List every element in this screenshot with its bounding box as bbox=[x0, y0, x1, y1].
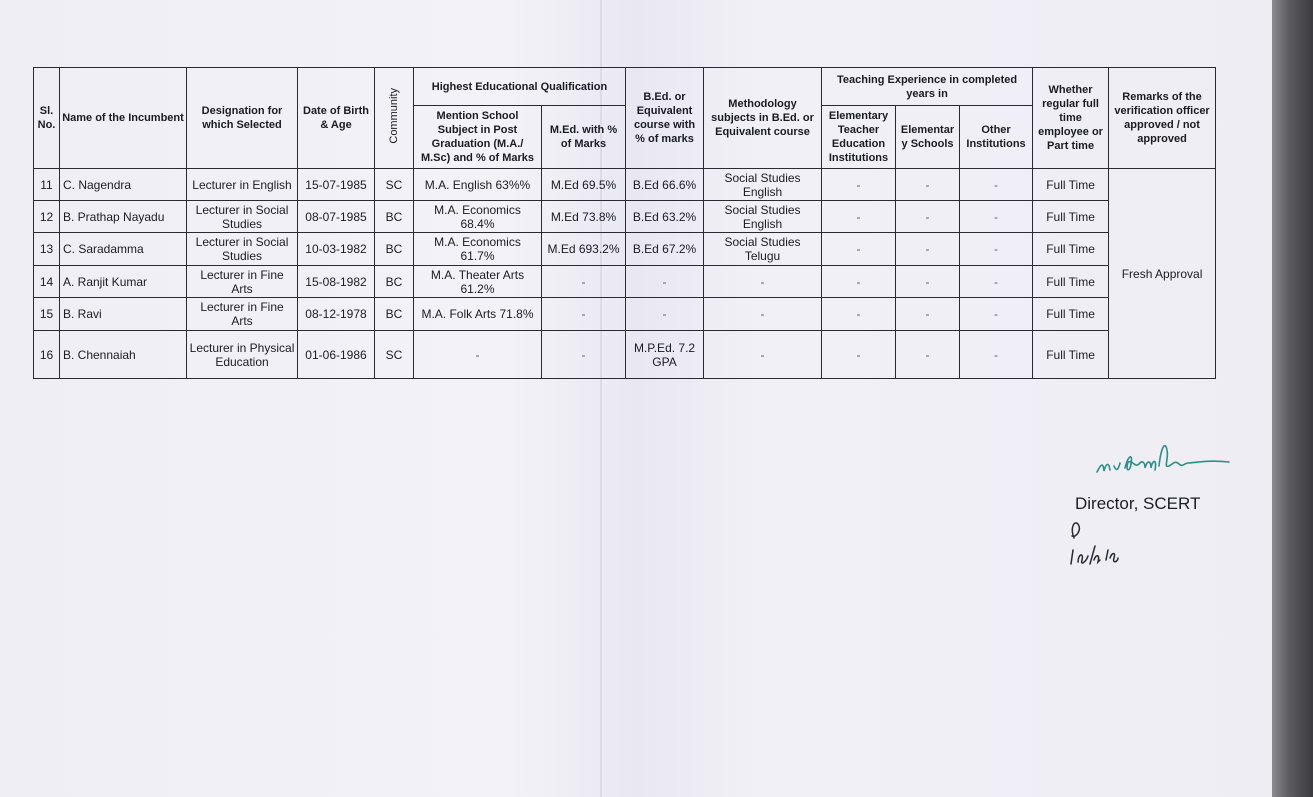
methodology: Social Studies Telugu bbox=[704, 233, 822, 266]
header-bed: B.Ed. or Equivalent course with % of marks bbox=[626, 68, 704, 169]
regular-status: Full Time bbox=[1033, 201, 1109, 233]
initial-and-date-mark bbox=[1062, 516, 1122, 568]
header-methodology: Methodology subjects in B.Ed. or Equivalent course bbox=[704, 68, 822, 169]
regular-status: Full Time bbox=[1033, 266, 1109, 298]
header-highest-qualification: Highest Educational Qualification bbox=[414, 68, 626, 106]
exp-other-inst: - bbox=[960, 233, 1033, 266]
header-remarks: Remarks of the verification officer approved / not approved bbox=[1109, 68, 1216, 169]
exp-teacher-edu: - bbox=[822, 266, 896, 298]
exp-other-inst: - bbox=[960, 298, 1033, 331]
incumbent-name: A. Ranjit Kumar bbox=[60, 266, 187, 298]
med-marks: M.Ed 73.8% bbox=[542, 201, 626, 233]
methodology: Social Studies English bbox=[704, 169, 822, 201]
methodology: Social Studies English bbox=[704, 201, 822, 233]
methodology: - bbox=[704, 266, 822, 298]
sl-no: 16 bbox=[34, 331, 60, 379]
bed-marks: B.Ed 67.2% bbox=[626, 233, 704, 266]
pg-qualification: - bbox=[414, 331, 542, 379]
exp-teacher-edu: - bbox=[822, 233, 896, 266]
methodology: - bbox=[704, 331, 822, 379]
exp-teacher-edu: - bbox=[822, 201, 896, 233]
community: SC bbox=[375, 331, 414, 379]
bed-marks: B.Ed 63.2% bbox=[626, 201, 704, 233]
header-med: M.Ed. with % of Marks bbox=[542, 106, 626, 169]
bed-marks: - bbox=[626, 298, 704, 331]
header-designation: Designation for which Selected bbox=[187, 68, 298, 169]
handwritten-signature bbox=[1095, 438, 1230, 478]
bed-marks: - bbox=[626, 266, 704, 298]
exp-teacher-edu: - bbox=[822, 331, 896, 379]
exp-elem-schools: - bbox=[896, 233, 960, 266]
exp-elem-schools: - bbox=[896, 201, 960, 233]
table-row bbox=[34, 233, 1216, 266]
header-community: Community bbox=[388, 88, 400, 144]
header-name: Name of the Incumbent bbox=[60, 68, 187, 169]
regular-status: Full Time bbox=[1033, 233, 1109, 266]
pg-qualification: M.A. Folk Arts 71.8% bbox=[414, 298, 542, 331]
bed-marks: B.Ed 66.6% bbox=[626, 169, 704, 201]
incumbent-name: B. Prathap Nayadu bbox=[60, 201, 187, 233]
header-sl-no: Sl. No. bbox=[34, 68, 60, 169]
sl-no: 11 bbox=[34, 169, 60, 201]
exp-other-inst: - bbox=[960, 169, 1033, 201]
exp-other-inst: - bbox=[960, 331, 1033, 379]
header-community-cell bbox=[375, 68, 414, 169]
header-regular: Whether regular full time employee or Part time bbox=[1033, 68, 1109, 169]
community: BC bbox=[375, 266, 414, 298]
designation: Lecturer in Physical Education bbox=[187, 331, 298, 379]
exp-other-inst: - bbox=[960, 266, 1033, 298]
table-row bbox=[34, 266, 1216, 298]
table-row bbox=[34, 331, 1216, 379]
incumbent-name: B. Ravi bbox=[60, 298, 187, 331]
community: BC bbox=[375, 201, 414, 233]
med-marks: - bbox=[542, 266, 626, 298]
designation: Lecturer in Social Studies bbox=[187, 233, 298, 266]
table-row bbox=[34, 201, 1216, 233]
regular-status: Full Time bbox=[1033, 298, 1109, 331]
exp-elem-schools: - bbox=[896, 331, 960, 379]
med-marks: - bbox=[542, 331, 626, 379]
sl-no: 12 bbox=[34, 201, 60, 233]
exp-elem-schools: - bbox=[896, 266, 960, 298]
designation: Lecturer in Social Studies bbox=[187, 201, 298, 233]
header-elem-teacher-edu: Elementary Teacher Education Institutions bbox=[822, 106, 896, 169]
exp-teacher-edu: - bbox=[822, 169, 896, 201]
header-other-inst: Other Institutions bbox=[960, 106, 1033, 169]
pg-qualification: M.A. Economics 61.7% bbox=[414, 233, 542, 266]
sl-no: 13 bbox=[34, 233, 60, 266]
community: SC bbox=[375, 169, 414, 201]
dob: 01-06-1986 bbox=[298, 331, 375, 379]
pg-qualification: M.A. English 63%% bbox=[414, 169, 542, 201]
selection-table bbox=[33, 67, 1216, 379]
designation: Lecturer in Fine Arts bbox=[187, 266, 298, 298]
header-dob: Date of Birth & Age bbox=[298, 68, 375, 169]
regular-status: Full Time bbox=[1033, 331, 1109, 379]
incumbent-name: B. Chennaiah bbox=[60, 331, 187, 379]
med-marks: M.Ed 69.5% bbox=[542, 169, 626, 201]
dob: 08-12-1978 bbox=[298, 298, 375, 331]
designation: Lecturer in English bbox=[187, 169, 298, 201]
signatory-title: Director, SCERT bbox=[1075, 494, 1201, 513]
exp-elem-schools: - bbox=[896, 298, 960, 331]
header-teaching-experience: Teaching Experience in completed years in bbox=[822, 68, 1033, 106]
header-mention-school: Mention School Subject in Post Graduation (M.A./ M.Sc) and % of Marks bbox=[414, 106, 542, 169]
table-row bbox=[34, 298, 1216, 331]
header-elem-schools: Elementar y Schools bbox=[896, 106, 960, 169]
sl-no: 15 bbox=[34, 298, 60, 331]
dob: 15-08-1982 bbox=[298, 266, 375, 298]
pg-qualification: M.A. Economics 68.4% bbox=[414, 201, 542, 233]
bed-marks: M.P.Ed. 7.2 GPA bbox=[626, 331, 704, 379]
designation: Lecturer in Fine Arts bbox=[187, 298, 298, 331]
remarks-value: Fresh Approval bbox=[1109, 169, 1216, 379]
med-marks: - bbox=[542, 298, 626, 331]
incumbent-name: C. Nagendra bbox=[60, 169, 187, 201]
sl-no: 14 bbox=[34, 266, 60, 298]
community: BC bbox=[375, 233, 414, 266]
exp-other-inst: - bbox=[960, 201, 1033, 233]
regular-status: Full Time bbox=[1033, 169, 1109, 201]
exp-teacher-edu: - bbox=[822, 298, 896, 331]
dob: 15-07-1985 bbox=[298, 169, 375, 201]
dob: 10-03-1982 bbox=[298, 233, 375, 266]
incumbent-name: C. Saradamma bbox=[60, 233, 187, 266]
community: BC bbox=[375, 298, 414, 331]
dob: 08-07-1985 bbox=[298, 201, 375, 233]
exp-elem-schools: - bbox=[896, 169, 960, 201]
table-row bbox=[34, 169, 1216, 201]
methodology: - bbox=[704, 298, 822, 331]
med-marks: M.Ed 693.2% bbox=[542, 233, 626, 266]
scanner-edge bbox=[1272, 0, 1313, 797]
pg-qualification: M.A. Theater Arts 61.2% bbox=[414, 266, 542, 298]
